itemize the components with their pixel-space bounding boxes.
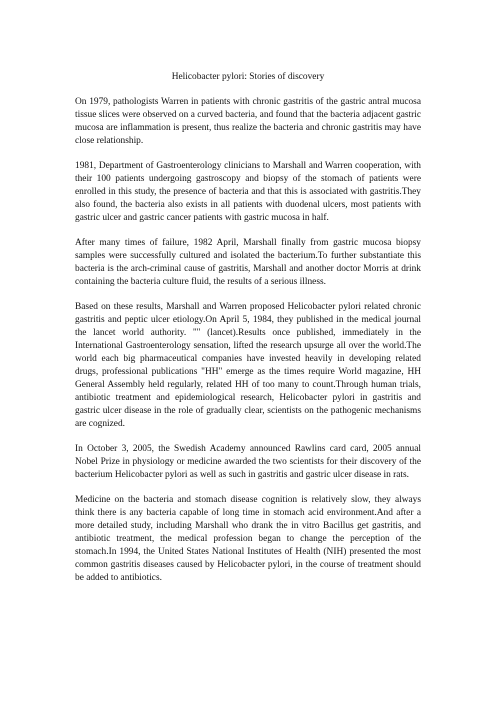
paragraph-2005-nobel-prize: In October 3, 2005, the Swedish Academy announced Rawlins card card, 2005 annual Nobel Prize in physiology or medicine awarded the two scientists for their discovery of the bacterium Helicobacter pylori as well as such in gastritis and gastric ulcer disease in rats. bbox=[75, 444, 421, 480]
paragraph-1994-nih: Medicine on the bacteria and stomach disease cognition is relatively slow, they always think there is any bacteria capable of long time in stomach acid environment.And after a more detailed study, including Marshall who drank the in vitro Bacillus get gastritis, and antibiotic treatment, the medical profession began to change the perception of the stomach.In 1994, the United States National Institutes of Health (NIH) presented the most common gastritis diseases caused by Helicobacter pylori, in the course of treatment should be added to antibiotics. bbox=[75, 495, 421, 583]
paragraph-1981-cooperation: 1981, Department of Gastroenterology clinicians to Marshall and Warren cooperation, with their 100 patients undergoing gastroscopy and biopsy of the stomach of patients were enrolled in this study, the presence of bacteria and that this is associated with gastritis.They also found, the bacteria also exists in all patients with duodenal ulcers, most patients with gastric ulcer and gastric cancer patients with gastric mucosa in half. bbox=[75, 161, 421, 223]
paragraph-1979-discovery: On 1979, pathologists Warren in patients with chronic gastritis of the gastric antral mucosa tissue slices were observed on a curved bacteria, and found that the bacteria adjacent gastric mucosa are inflammation is present, thus realize the bacteria and chronic gastritis may have close relationship. bbox=[75, 97, 421, 146]
document-title: Helicobacter pylori: Stories of discovery bbox=[171, 72, 325, 82]
document-body bbox=[75, 71, 421, 597]
paragraph-1982-culture: After many times of failure, 1982 April, Marshall finally from gastric mucosa biopsy samples were successfully cultured and isolated the bacterium.To further substantiate this bacteria is the arch-criminal cause of gastritis, Marshall and another doctor Morris at drink containing the bacteria culture fluid, the results of a serious illness. bbox=[75, 238, 421, 287]
paragraph-1984-publication: Based on these results, Marshall and Warren proposed Helicobacter pylori related chronic gastritis and peptic ulcer etiology.On April 5, 1984, they published in the medical journal the lancet world authority. "" (lancet).Results once published, immediately in the International Gastroenterology sensation, lifted the research upsurge all over the world.The world each big pharmaceutical companies have invested heavily in developing related drugs, professional publications "HH" emerge as the times require World magazine, HH General Assembly held regularly, related HH of too many to count.Through human trials, antibiotic treatment and epidemiological research, Helicobacter pylori in gastritis and gastric ulcer disease in the role of gradually clear, scientists on the pathogenic mechanisms are cognized. bbox=[75, 302, 421, 429]
